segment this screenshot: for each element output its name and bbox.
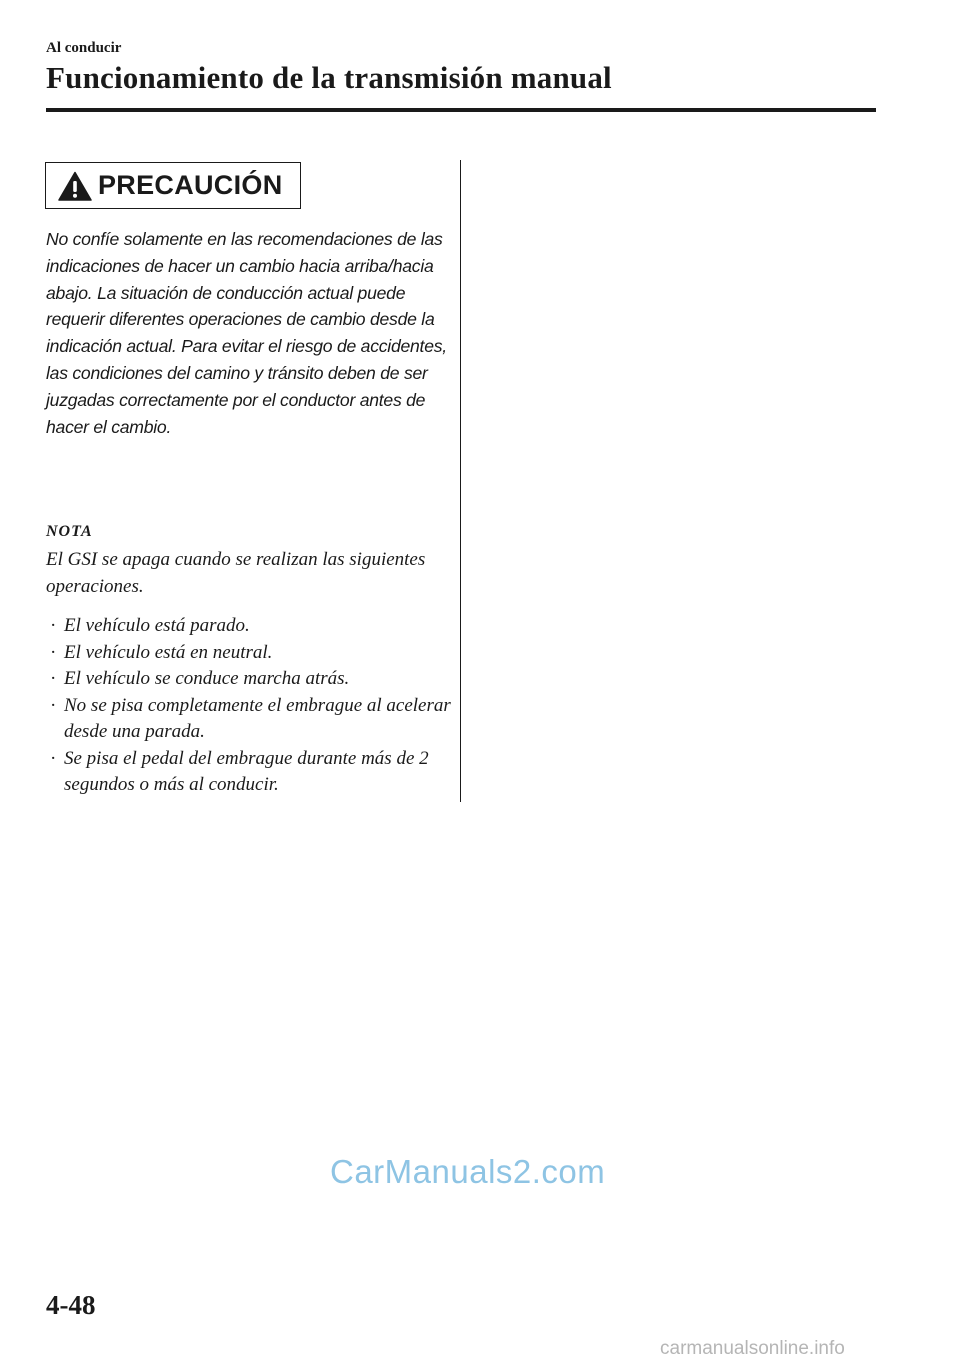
list-item	[46, 746, 451, 799]
bullet-dot: ·	[50, 694, 57, 716]
title-rule	[46, 108, 876, 112]
source-watermark: carmanualsonline.info	[660, 1338, 845, 1359]
list-item-text: El vehículo está parado.	[64, 615, 250, 636]
caution-title: PRECAUCIÓN	[98, 170, 283, 200]
caution-box	[45, 162, 301, 209]
note-text: El GSI se apaga cuando se realizan las siguientes operaciones.	[46, 549, 426, 597]
bullet-dot: ·	[50, 668, 57, 689]
warning-triangle-icon	[58, 171, 92, 201]
page-title: Funcionamiento de la transmisión manual	[46, 60, 612, 95]
list-item-text: No se pisa completamente el embrague al acelerar desde una parada.	[64, 694, 451, 742]
list-item	[46, 640, 451, 667]
bullet-dot: ·	[50, 641, 57, 663]
list-item	[46, 666, 451, 693]
watermark: CarManuals2.com	[330, 1153, 606, 1190]
list-item-text: Se pisa el pedal del embrague durante más de 2 segundos o más al conducir.	[64, 747, 429, 795]
list-item-text: El vehículo se conduce marcha atrás.	[64, 668, 350, 689]
caution-text: No confíe solamente en las recomendaciones de las indicaciones de hacer un cambio hacia arriba/hacia abajo. La situación de conducción actual puede requerir diferentes operaciones de cambio desde la indicación actual. Para evitar el riesgo de accidentes, las condiciones del camino y tránsito deben de ser juzgadas correctamente por el conductor antes de hacer el cambio.	[46, 229, 447, 437]
list-item-text: El vehículo está en neutral.	[64, 641, 273, 663]
section-label: Al conducir	[46, 40, 122, 56]
bullet-dot: ·	[50, 747, 57, 769]
list-item	[46, 693, 451, 746]
bullet-list	[46, 613, 451, 799]
column-divider	[460, 160, 461, 802]
bullet-dot: ·	[50, 615, 57, 636]
page-number: 4-48	[46, 1290, 96, 1320]
list-item	[46, 613, 451, 640]
note-heading: NOTA	[46, 523, 93, 540]
